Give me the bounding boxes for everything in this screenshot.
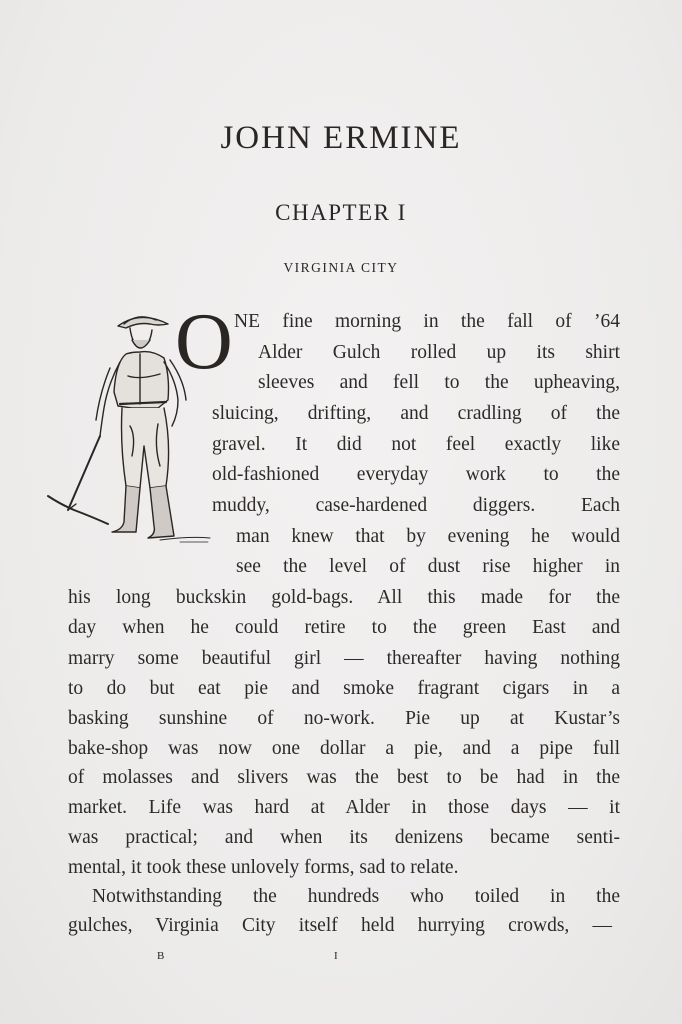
body-line: of molasses and slivers was the best to be had in the — [68, 767, 620, 788]
body-line: bake-shop was now one dollar a pie, and a pipe full — [68, 738, 620, 759]
body-line: market. Life was hard at Alder in those days — it — [68, 797, 620, 818]
chapter-heading: CHAPTER I — [275, 200, 407, 225]
body-line: gravel. It did not feel exactly like — [212, 434, 620, 455]
body-line: basking sunshine of no-work. Pie up at Kustar’s — [68, 708, 620, 729]
body-line: was practical; and when its denizens became senti- — [68, 827, 620, 848]
body-line: Alder Gulch rolled up its shirt — [258, 342, 620, 363]
body-line: muddy, case-hardened diggers. Each — [212, 495, 620, 516]
body-line: his long buckskin gold-bags. All this made for the — [68, 587, 620, 608]
body-line: day when he could retire to the green East and — [68, 617, 620, 638]
body-line: see the level of dust rise higher in — [236, 556, 620, 577]
body-line: man knew that by evening he would — [236, 526, 620, 547]
body-line: sleeves and fell to the upheaving, — [258, 372, 620, 393]
book-title: JOHN ERMINE — [220, 120, 462, 156]
page-number: I — [334, 950, 338, 962]
body-line: mental, it took these unlovely forms, sad to relate. — [68, 857, 459, 878]
signature-mark: B — [157, 950, 166, 962]
body-line: old-fashioned everyday work to the — [212, 464, 620, 485]
body-line: NE fine morning in the fall of ’64 — [234, 311, 620, 332]
dropcap-letter: O — [175, 298, 233, 386]
body-line: marry some beautiful girl — thereafter having nothing — [68, 648, 620, 669]
body-line: sluicing, drifting, and cradling of the — [212, 403, 620, 424]
section-heading: VIRGINIA CITY — [283, 260, 399, 275]
body-line: gulches, Virginia City itself held hurrying crowds, — — [68, 915, 612, 936]
body-line: to do but eat pie and smoke fragrant cigars in a — [68, 678, 620, 699]
body-line: Notwithstanding the hundreds who toiled in the — [92, 886, 620, 907]
